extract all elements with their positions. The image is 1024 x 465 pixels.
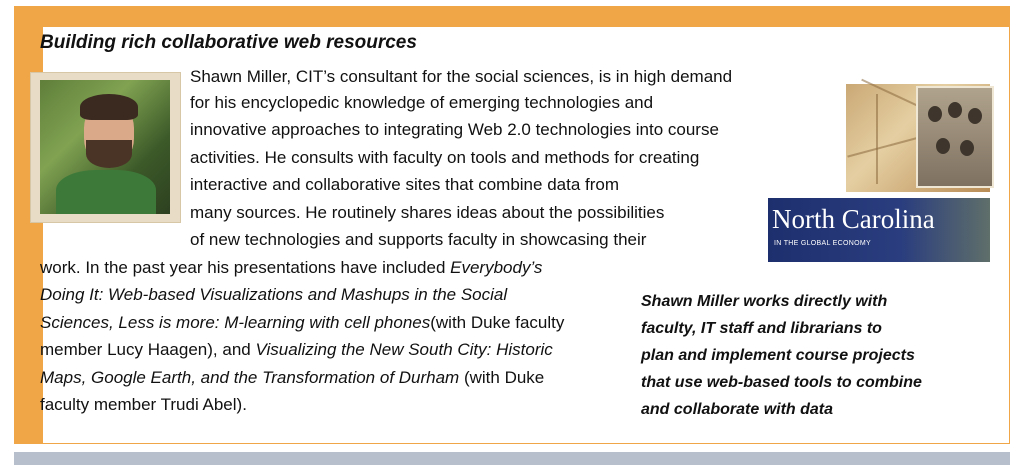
body-line: innovative approaches to integrating Web 2.0 technologies into course — [190, 120, 719, 139]
caption-line: and collaborate with data — [641, 401, 834, 418]
portrait-photo — [30, 72, 181, 223]
body-line: activities. He consults with faculty on tools and methods for creating — [190, 148, 700, 167]
body-line: Sciences, Less is more: M-learning with cell phones(with Duke faculty — [40, 313, 565, 332]
north-carolina-banner-image — [768, 198, 990, 262]
body-line: many sources. He routinely shares ideas about the possibilities — [190, 203, 665, 222]
article-title: Building rich collaborative web resources — [40, 32, 417, 53]
body-line: Doing It: Web-based Visualizations and Mashups in the Social — [40, 285, 508, 304]
body-line: work. In the past year his presentations have included Everybody’s — [40, 258, 543, 277]
banner-subtitle: IN THE GLOBAL ECONOMY — [774, 240, 871, 247]
caption-line: that use web-based tools to combine — [641, 374, 922, 391]
body-line: Maps, Google Earth, and the Transformation of Durham (with Duke — [40, 368, 545, 387]
body-line: Shawn Miller, CIT’s consultant for the social sciences, is in high demand — [190, 67, 733, 86]
banner-title: North Carolina — [772, 204, 935, 234]
caption-line: Shawn Miller works directly with — [641, 293, 888, 310]
historic-photo-image — [918, 88, 992, 186]
body-line: of new technologies and supports faculty in showcasing their — [190, 230, 647, 249]
body-line: member Lucy Haagen), and Visualizing the New South City: Historic — [40, 340, 553, 359]
body-line: faculty member Trudi Abel). — [40, 395, 247, 414]
caption-line: plan and implement course projects — [641, 347, 915, 364]
bottom-divider — [14, 452, 1010, 465]
body-line: for his encyclopedic knowledge of emerging technologies and — [190, 93, 654, 112]
caption-line: faculty, IT staff and librarians to — [641, 320, 882, 337]
portrait-image — [40, 80, 170, 214]
image-caption — [641, 288, 922, 423]
body-line: interactive and collaborative sites that combine data from — [190, 175, 620, 194]
